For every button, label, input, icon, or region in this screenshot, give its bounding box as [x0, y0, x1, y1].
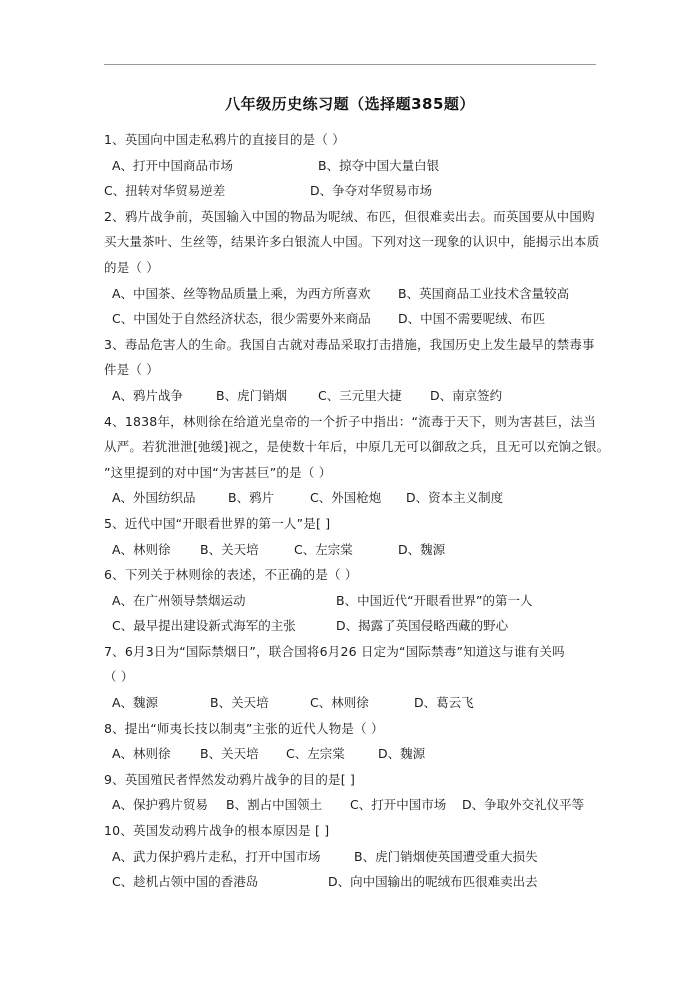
option-row	[104, 792, 604, 818]
question-stem: 6、下列关于林则徐的表述，不正确的是（ ）	[104, 567, 358, 583]
question-stem: 8、提出“师夷长技以制夷”主张的近代人物是（ ）	[104, 720, 384, 736]
option-d: D、争夺对华贸易市场	[310, 183, 433, 199]
option-b: B、掠夺中国大量白银	[318, 157, 440, 173]
option-row	[104, 537, 604, 563]
question-list	[104, 127, 610, 895]
option-c: C、趁机占领中国的香港岛	[112, 874, 259, 890]
option-b: B、关天培	[200, 541, 259, 557]
option-row	[104, 588, 604, 614]
question-stem-continued: 件是（ ）	[104, 362, 159, 378]
option-d: D、争取外交礼仪平等	[462, 797, 585, 813]
option-row	[104, 178, 604, 204]
option-a: A、保护鸦片贸易	[112, 797, 209, 813]
question-stem: 9、英国殖民者悍然发动鸦片战争的目的是[ ]	[104, 771, 356, 787]
question-stem: 3、毒品危害人的生命。我国自古就对毒品采取打击措施，我国历史上发生最早的禁毒事	[104, 336, 595, 352]
option-d: D、葛云飞	[414, 695, 474, 711]
question-stem: 7、6月3日为“国际禁烟日”，联合国将6月26 日定为“国际禁毒”知道这与谁有关吗	[104, 643, 565, 659]
document-title: 八年级历史练习题（选择题385题）	[225, 95, 475, 113]
question-stem: 5、近代中国“开眼看世界的第一人”是[ ]	[104, 515, 331, 531]
option-b: B、关天培	[200, 746, 259, 762]
option-a: A、中国茶、丝等物品质量上乘，为西方所喜欢	[112, 285, 371, 301]
option-row	[104, 281, 604, 307]
question-stem: 2、鸦片战争前，英国输入中国的物品为呢绒、布匹，但很难卖出去。而英国要从中国购	[104, 208, 595, 224]
question-stem-continued: （ ）	[104, 669, 134, 685]
option-b: B、鸦片	[228, 490, 275, 506]
question-stem-continued: 买大量茶叶、生丝等，结果许多白银流人中国。下列对这一现象的认识中，能揭示出本质	[104, 234, 600, 250]
option-c: C、左宗棠	[286, 746, 345, 762]
option-a: A、魏源	[112, 695, 159, 711]
option-row	[104, 383, 604, 409]
option-a: A、打开中国商品市场	[112, 157, 234, 173]
option-c: C、打开中国市场	[350, 797, 447, 813]
option-row	[104, 306, 604, 332]
option-a: A、林则徐	[112, 746, 171, 762]
question-stem-continued: 从严。若犹泄泄[弛缓]视之，是使数十年后，中原几无可以御敌之兵，且无可以充饷之银。	[104, 439, 610, 455]
option-a: A、外国纺织品	[112, 490, 196, 506]
question-stem-continued: ”这里提到的对中国“为害甚巨”的是（ ）	[104, 464, 332, 480]
option-d: D、资本主义制度	[406, 490, 504, 506]
option-d: D、向中国输出的呢绒布匹很难卖出去	[328, 874, 538, 890]
question-stem: 1、英国向中国走私鸦片的直接目的是（ ）	[104, 132, 345, 147]
header-rule	[104, 64, 596, 65]
option-c: C、三元里大捷	[318, 387, 402, 403]
option-a: A、林则徐	[112, 541, 171, 557]
option-c: C、扭转对华贸易逆差	[104, 183, 226, 199]
option-row	[104, 844, 604, 870]
option-a: A、鸦片战争	[112, 387, 184, 403]
question-stem-continued: 的是（ ）	[104, 259, 159, 275]
option-d: D、揭露了英国侵略西藏的野心	[336, 618, 509, 634]
option-b: B、中国近代“开眼看世界”的第一人	[336, 592, 533, 608]
option-b: B、虎门销烟	[216, 387, 288, 403]
option-d: D、南京签约	[430, 387, 503, 403]
option-d: D、魏源	[398, 541, 446, 557]
option-a: A、在广州领导禁烟运动	[112, 592, 246, 608]
option-b: B、英国商品工业技术含量较高	[398, 285, 570, 301]
question-stem: 4、1838年，林则徐在给道光皇帝的一个折子中指出：“流毒于天下，则为害甚巨，法当	[104, 413, 596, 429]
option-c: C、中国处于自然经济状态，很少需要外来商品	[112, 311, 371, 327]
option-c: C、最早提出建设新式海军的主张	[112, 618, 296, 634]
option-b: B、虎门销烟使英国遭受重大损失	[354, 848, 538, 864]
option-d: D、魏源	[378, 746, 426, 762]
option-row	[104, 690, 604, 716]
option-b: B、关天培	[210, 695, 269, 711]
option-row	[104, 153, 604, 179]
option-row	[104, 485, 604, 511]
option-c: C、林则徐	[310, 695, 369, 711]
option-a: A、武力保护鸦片走私，打开中国市场	[112, 848, 321, 864]
option-row	[104, 613, 604, 639]
option-row	[104, 741, 604, 767]
option-c: C、外国枪炮	[310, 490, 382, 506]
option-row	[104, 869, 604, 895]
option-d: D、中国不需要呢绒、布匹	[398, 311, 546, 327]
option-b: B、割占中国领土	[226, 797, 323, 813]
question-stem: 10、英国发动鸦片战争的根本原因是 [ ]	[104, 823, 330, 839]
option-c: C、左宗棠	[294, 541, 353, 557]
